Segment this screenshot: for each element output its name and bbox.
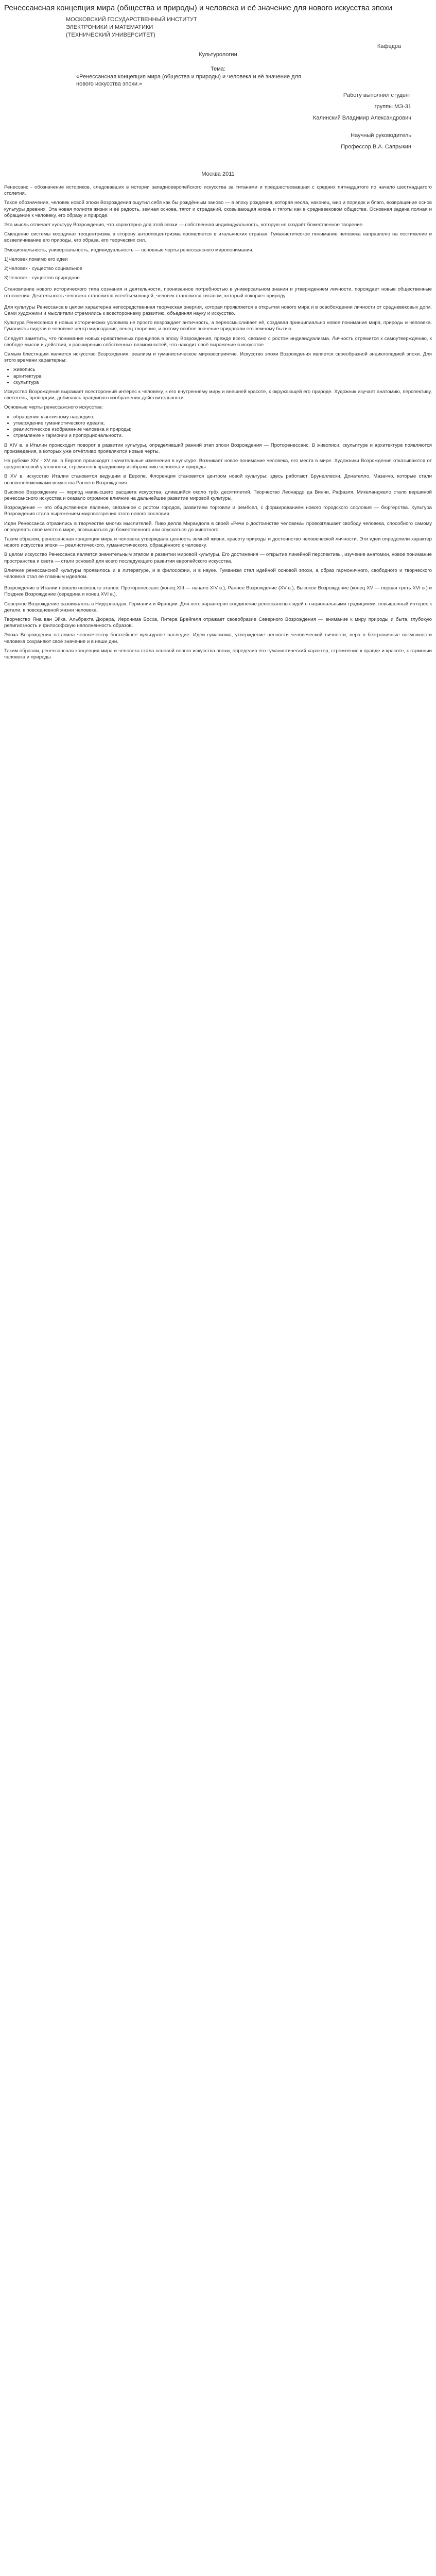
paragraph: Смещение системы координат теоцентризма в сторону антропоцентризма проявляется в итальянских странах. Гуманистическое понимание человека направлено на постижение и возвеличивание его природы, его образа, его творческих сил. [4, 231, 432, 244]
paragraph: 1)Человек помимо его идеи [4, 256, 68, 262]
paragraph: Высокое Возрождение — период наивысшего расцвета искусства, длившийся около трёх десятилетий. Творчество Леонардо да Винчи, Рафаэля, Микеланджело стало вершиной ренессансного искусства и оказало огромное влияние на дальнейшее развитие мировой культуры. [4, 489, 432, 501]
list-item: • стремление к гармонии и пропорциональности. [13, 433, 432, 439]
list-item: • утверждение гуманистического идеала; [13, 420, 432, 427]
title-page-header [66, 16, 432, 39]
kafedra-name: Культурологии [199, 52, 237, 58]
paragraph: Такое обозначение, человек новой эпохи Возрождения ощутил себя как бы рождённым заново — в эпоху рождения, которая несла, наконец, мир и порядок и благо, возвращение основ культуры древних. Эта новая полнота жизни и её радость, земная основа, тягот и страданий, сковывающая жизнь и тяготы как в средневековом обществе. Основная задача полная и обращение к человеку, его образу и природе. [4, 200, 432, 218]
advisor-label: Научный руководитель [351, 132, 411, 139]
list-item: • скульптура [13, 380, 432, 386]
paragraph: Становление нового исторического типа сознания и деятельности, пронизанное потребностью в универсальном знании и утверждением личности, порождает новые общественные отношения. Деятельность человека становится всеобъемлющей, человек становится титаном, который покоряет природу. [4, 286, 432, 299]
paragraph: Северное Возрождение развивалось в Нидерландах, Германии и Франции. Для него характерно соединение ренессансных идей с национальными традициями, повышенный интерес к детали, к повседневной жизни человека. [4, 601, 432, 613]
paragraph: Возрождение — это общественное явление, связанное с ростом городов, развитием торговли и ремёсел, с формированием нового городского сословия — бюргерства. Культура Возрождения стала выражением мировоззрения этого нового сословия. [4, 505, 432, 517]
city-year: Москва 2011 [201, 171, 235, 177]
features-list [4, 414, 432, 439]
list-item: • обращение к античному наследию; [13, 414, 432, 420]
author-block [4, 92, 411, 150]
paragraph: Самым блестящим является искусство Возрождения: реализм и гуманистическое мировосприятие. Искусство эпохи Возрождения является своеобразной энциклопедией эпохи. Для этого времени характерны: [4, 351, 432, 364]
paragraph: Эта мысль отличает культуру Возрождения, что характерно для этой эпохи — собственная индивидуальность, которую не создаёт божественное творение. [4, 222, 364, 228]
paragraph: Влияние ренессансной культуры проявилось и в литературе, и в философии, и в науке. Гуманизм стал идейной основой эпохи, а образ гармоничного, свободного и творческого человека стал её главным идеалом. [4, 567, 432, 580]
paragraph: Для культуры Ренессанса в целом характерна непосредственная творческая энергия, которая проявляется в открытии нового мира и в освобождении личности от средневековых догм. Сами художники и мыслители стремились к всестороннему развитию, объединяя науку и искусство. [4, 304, 432, 317]
author-role: Работу выполнил студент [343, 92, 411, 98]
paragraph: Основные черты ренессансного искусства: [4, 404, 103, 411]
paragraph: Следует заметить, что понимание новых нравственных принципов в эпоху Возрождения, прежде всего, связано с ростом индивидуализма. Личность стремится к самоутверждению, к свободе мысли и действия, к расширению собственных возможностей, что находит своё выражение в искусстве. [4, 335, 432, 348]
paragraph: Эмоциональность, универсальность, индивидуальность — основные черты ренессансного миропонимания. [4, 247, 254, 253]
paragraph: В XIV в. в Италии происходит поворот в развитии культуры, определивший ранний этап эпохи Возрождения — Проторенессанс. В живописи, скульптуре и архитектуре появляются произведения, в которых уже отчётливо проявляются новые черты. [4, 442, 432, 454]
paragraph: Возрождение в Италии прошло несколько этапов: Проторенессанс (конец XIII — начало XIV в.), Раннее Возрождение (XV в.), Высокое Возрождение (конец XV — первая треть XVI в.) и Позднее Возрождение (середина и конец XVI в.). [4, 585, 432, 598]
list-item: • реалистическое изображение человека и природы; [13, 427, 432, 433]
paragraph: Таким образом, ренессансная концепция мира и человека стала основой нового искусства эпохи, определив его гуманистический характер, стремление к правде и красоте, к гармонии человека и природы. [4, 648, 432, 660]
document-title: Ренессансная концепция мира (общества и природы) и человека и её значение для нового искусства эпохи [4, 4, 393, 12]
author-name: Калинский Владимир Александрович [312, 115, 411, 121]
list-item: • архитектура [13, 374, 432, 380]
paragraph: Культура Ренессанса в новых исторических условиях не просто возрождает античность, а переосмысливает её, создавая принципиально новое понимание мира, природы и человека. Гуманисты видели в человеке центр мироздания, венец творения, и потому особое значение придавали его земному бытию. [4, 320, 432, 332]
university-line: (ТЕХНИЧЕСКИЙ УНИВЕРСИТЕТ) [66, 32, 155, 38]
document-page [0, 0, 436, 684]
author-group: группы МЭ-31 [374, 104, 411, 110]
tema-text: «Ренессансная концепция мира (общества и природы) и человека и её значение для нового искусства эпохи.» [76, 74, 301, 87]
list-item: • живопись [13, 367, 432, 373]
paragraph: Искусство Возрождения выражает всесторонний интерес к человеку, к его внутреннему миру и внешней красоте, к окружающей его природе. Художник изучает анатомию, перспективу, светотень, пропорции, добиваясь правдивого изображения действительности. [4, 389, 432, 401]
paragraph: На рубеже XIV - XV вв. в Европе происходят значительные изменения в культуре. Возникает новое понимание человека, его места в мире. Художники Возрождения отказываются от средневековой условности, стремятся к правдивому изображению человека и природы. [4, 457, 432, 470]
paragraph: В XV в. искусство Италии становится ведущим в Европе. Флоренция становится центром новой культуры: здесь работают Брунеллески, Донателло, Мазаччо, которые стали основоположниками искусства Раннего Возрождения. [4, 473, 432, 486]
kafedra-row [4, 43, 432, 49]
paragraph: 2)Человек - существо социальное [4, 266, 82, 272]
paragraph: Ренессанс - обозначение историков, следовавших в истории западноевропейского искусства за титанами и предшествовавшая с средних пятнадцатого по начало шестнадцатого столетия. [4, 184, 432, 197]
kafedra-label: Кафедра [377, 43, 401, 49]
paragraph: Творчество Яна ван Эйка, Альбрехта Дюрера, Иеронима Босха, Питера Брейгеля отражает своеобразие Северного Возрождения — внимание к миру природы и быта, глубокую религиозность и философскую наполненность образов. [4, 616, 432, 629]
tema-label: Тема: [211, 66, 225, 72]
basic-arts-list [4, 367, 432, 386]
paragraph: Таким образом, ренессансная концепция мира и человека утверждала ценность земной жизни, красоту природы и достоинство человеческой личности. Эти идеи определили характер нового искусства эпохи — реалистического, гуманистического, обращённого к человеку. [4, 536, 432, 549]
advisor-name: Профессор В.А. Сапрыкин [341, 144, 411, 150]
document-body [4, 184, 432, 660]
paragraph: 3)Человек - существо природное [4, 275, 80, 281]
paragraph: Эпоха Возрождения оставила человечеству богатейшее культурное наследие. Идеи гуманизма, утверждение ценности человеческой личности, вера в безграничные возможности человека сохраняют своё значение и в наши дни. [4, 632, 432, 645]
faculty-line: ЭЛЕКТРОНИКИ И МАТЕМАТИКИ [66, 24, 153, 30]
paragraph: Идеи Ренессанса отразились в творчестве многих мыслителей. Пико делла Мирандола в своей «Речи о достоинстве человека» провозглашает свободу человека, способного самому определять своё место в мире, возвышаться до божественного или опускаться до животного. [4, 520, 432, 533]
ministry-line: МОСКОВСКИЙ ГОСУДАРСТВЕННЫЙ ИНСТИТУТ [66, 16, 197, 23]
paragraph: В целом искусство Ренессанса является значительным этапом в развитии мировой культуры. Его достижения — открытие линейной перспективы, изучение анатомии, новое понимание пространства и света — стали основой для всего последующего развития европейского искусства. [4, 552, 432, 564]
